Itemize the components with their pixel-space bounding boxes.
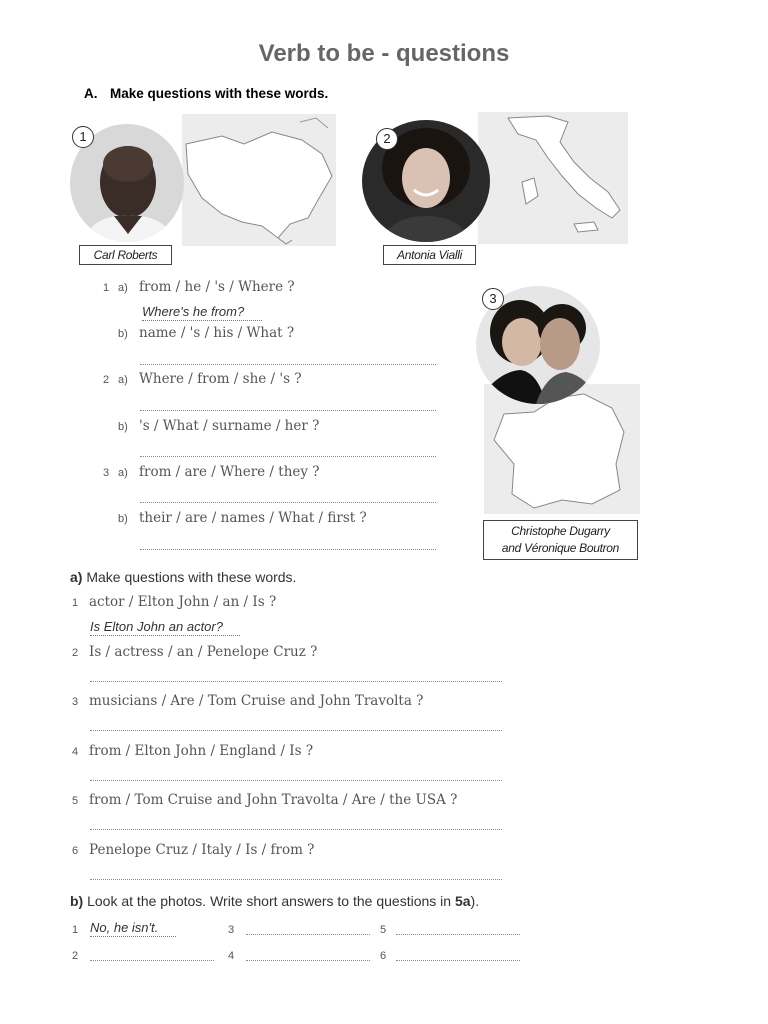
ex1-item1-num: 1 [103,282,110,294]
ex5b-item4-line[interactable] [246,960,370,961]
ex1-item3b-text: their / are / names / What / first ? [139,510,367,526]
ex1-item2a-sub: a) [118,374,128,386]
ex5a-item1-text: actor / Elton John / an / Is ? [89,594,277,610]
ex5a-item2-line[interactable] [90,681,502,682]
ex5b-item2-line[interactable] [90,960,214,961]
ex1-item1a-answer[interactable]: Where's he from? [142,304,262,321]
ex5a-item6-text: Penelope Cruz / Italy / Is / from ? [89,842,315,858]
ex5a-item5-text: from / Tom Cruise and John Travolta / Are / the USA ? [89,792,458,808]
name-label-carl-roberts: Carl Roberts [79,245,172,265]
ex5a-item6-num: 6 [72,845,79,857]
ex5a-item5-line[interactable] [90,829,502,830]
ex5a-item1-answer[interactable]: Is Elton John an actor? [90,619,240,636]
ex5b-ref: 5a [454,893,471,909]
section-a-heading [84,86,328,101]
ex5b-item6-num: 6 [380,950,387,962]
map-france [484,384,640,514]
name-label-couple [483,520,638,560]
badge-1: 1 [72,126,94,148]
ex5a-item6-line[interactable] [90,879,502,880]
ex1-item2b-sub: b) [118,421,128,433]
map-italy [478,112,628,244]
ex5a-heading [70,569,296,585]
ex5a-instruction: Make questions with these words. [86,569,297,585]
ex1-item1b-sub: b) [118,328,128,340]
ex5a-item1-num: 1 [72,597,79,609]
ex5a-item3-line[interactable] [90,730,502,731]
name-label-antonia-vialli: Antonia Vialli [383,245,476,265]
ex5b-item2-num: 2 [72,950,79,962]
ex5b-instruction: Look at the photos. Write short answers to the questions in [87,893,455,909]
badge-2: 2 [376,128,398,150]
ex5a-item2-num: 2 [72,647,79,659]
ex5b-item3-line[interactable] [246,934,370,935]
badge-3: 3 [482,288,504,310]
map-usa-drawing [182,114,336,246]
ex5b-item5-num: 5 [380,924,387,936]
ex1-item3a-text: from / are / Where / they ? [139,464,320,480]
ex1-item1a-text: from / he / 's / Where ? [139,279,295,295]
ex1-item3a-sub: a) [118,467,128,479]
ex1-item3b-sub: b) [118,513,128,525]
ex5b-item1-answer[interactable]: No, he isn't. [90,920,176,937]
ex5b-heading [70,893,479,909]
section-a-instruction: Make questions with these words. [110,86,329,101]
ex5b-item6-line[interactable] [396,960,520,961]
map-france-drawing [484,384,640,514]
ex1-item2-num: 2 [103,374,110,386]
ex5a-item5-num: 5 [72,795,79,807]
ex5a-item2-text: Is / actress / an / Penelope Cruz ? [89,644,318,660]
name-label-couple-line1: Christophe Dugarry [511,524,610,538]
ex1-item3-num: 3 [103,467,110,479]
ex5b-label: b) [70,893,84,909]
ex5a-label: a) [70,569,83,585]
ex1-item3a-line[interactable] [140,502,436,503]
ex1-item3b-line[interactable] [140,549,436,550]
ex1-item1b-text: name / 's / his / What ? [139,325,295,341]
page-title: Verb to be - questions [258,40,510,67]
ex5a-item4-num: 4 [72,746,79,758]
ex5b-end: ). [470,893,480,909]
ex1-item1b-line[interactable] [140,364,436,365]
ex1-item1a-sub: a) [118,282,128,294]
map-italy-drawing [478,112,628,244]
ex5b-item1-num: 1 [72,924,79,936]
name-label-couple-line2: and Véronique Boutron [501,541,620,555]
ex5b-item5-line[interactable] [396,934,520,935]
ex5a-item4-line[interactable] [90,780,502,781]
ex5b-item4-num: 4 [228,950,235,962]
ex1-item2b-text: 's / What / surname / her ? [139,418,320,434]
ex1-item2b-line[interactable] [140,456,436,457]
map-usa [182,114,336,246]
ex5a-item3-text: musicians / Are / Tom Cruise and John Travolta ? [89,693,424,709]
ex1-item2a-text: Where / from / she / 's ? [139,371,302,387]
section-a-letter: A. [84,86,98,101]
ex1-item2a-line[interactable] [140,410,436,411]
ex5a-item4-text: from / Elton John / England / Is ? [89,743,314,759]
ex5a-item3-num: 3 [72,696,79,708]
ex5b-item3-num: 3 [228,924,235,936]
